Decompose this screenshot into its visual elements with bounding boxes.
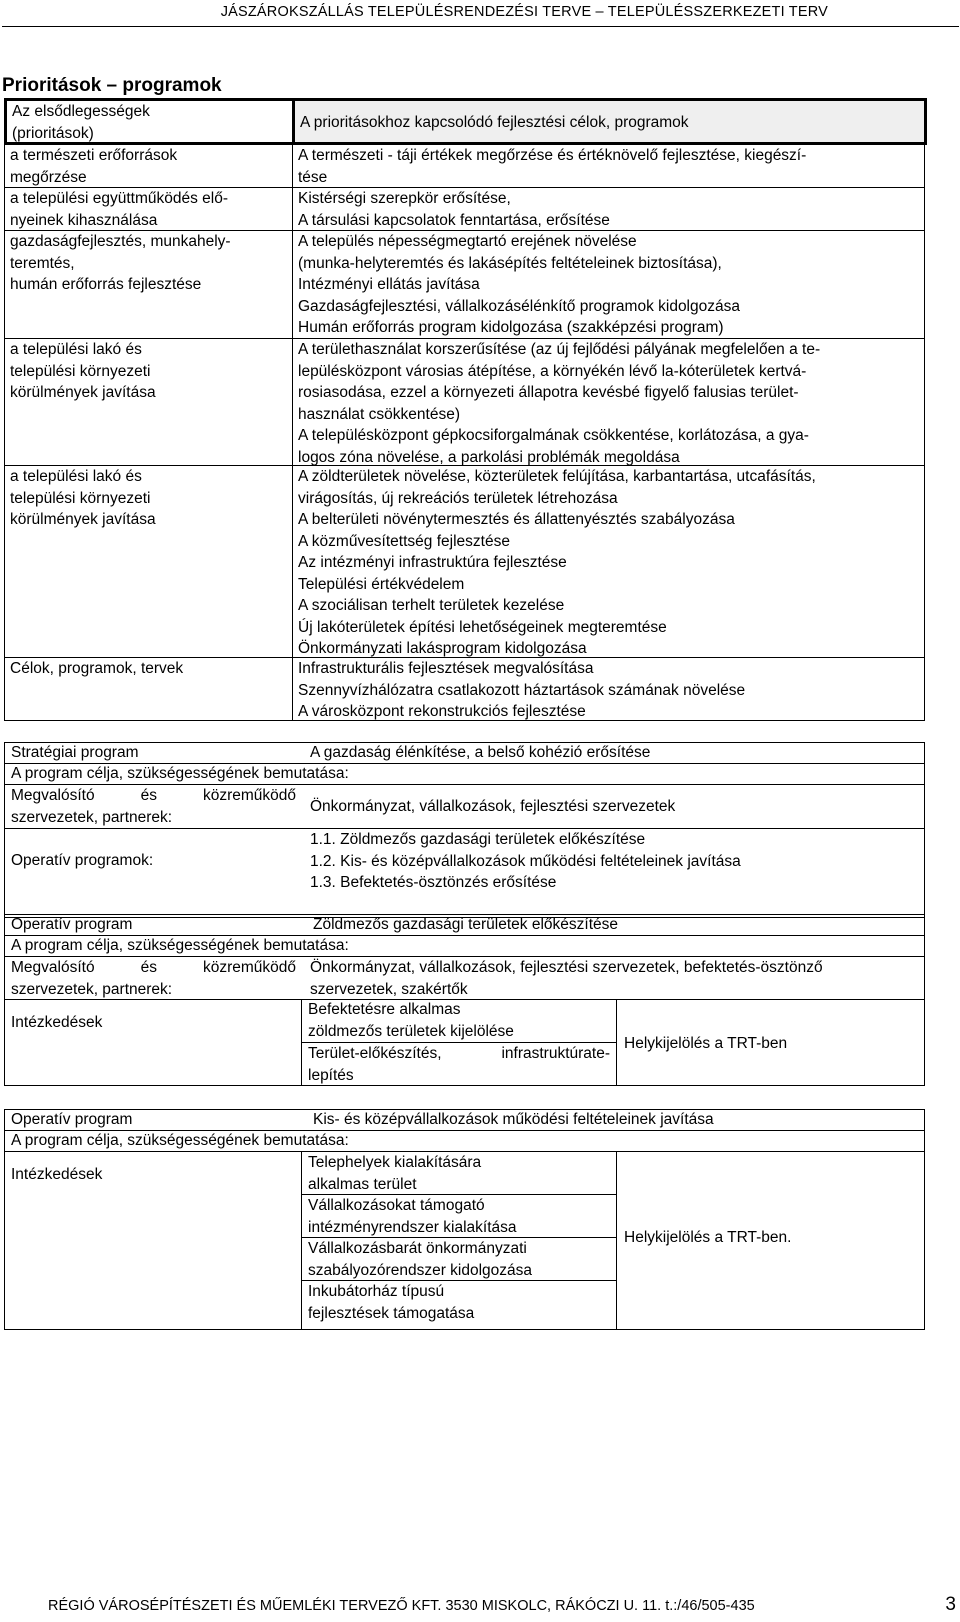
op1-value: Zöldmezős gazdasági területek előkészítése <box>313 916 618 933</box>
list-item: 1.1. Zöldmezős gazdasági területek előkészítése <box>310 831 646 848</box>
op2-goal-label: A program célja, szükségességének bemutatása: <box>11 1132 349 1149</box>
partners-label: Megvalósító és közreműködő szervezetek, partnerek: <box>11 787 296 826</box>
op2-measures-label: Intézkedések <box>11 1166 103 1183</box>
document-footer: RÉGIÓ VÁROSÉPÍTÉSZETI ÉS MŰEMLÉKI TERVEZŐ KFT. 3530 MISKOLC, RÁKÓCZI U. 11. t.:/46/505-435 <box>48 1598 755 1614</box>
priority-right-cell: Kistérségi szerepkör erősítése, A társulási kapcsolatok fenntartása, erősítése <box>292 187 925 231</box>
operative-programs-label: Operatív programok: <box>11 852 154 869</box>
measure-item: Befektetésre alkalmas zöldmezős területek kijelölése <box>308 1001 514 1040</box>
priority-left-cell: gazdaságfejlesztés, munkahely- teremtés, humán erőforrás fejlesztése <box>4 230 293 339</box>
measure-item: Telephelyek kialakítására alkalmas terület <box>308 1154 482 1193</box>
op1-measures-label: Intézkedések <box>11 1014 103 1031</box>
strategic-value: A gazdaság élénkítése, a belső kohézió erősítése <box>310 744 651 761</box>
operative-programs-list <box>310 829 741 894</box>
measure-item: Terület-előkészítés, infrastruktúrate- lepítés <box>308 1045 610 1084</box>
priority-table-head-left: Az elsődlegességek (prioritások) <box>4 98 296 145</box>
priority-right-cell: A zöldterületek növelése, közterületek felújítása, karbantartása, utcafásítás, virágosítás, új rekreációs területek létrehozása A belterületi növénytermesztés és állattenyésztés szabályozása A közművesítettség fejlesztése Az intézményi infrastruktúra fejlesztése Települési értékvédelem A szociálisan terhelt területek kezelése Új lakóterületek építési lehetőségeinek megteremtése Önkormányzati lakásprogram kidolgozása <box>292 465 925 658</box>
op1-goal-label: A program célja, szükségességének bemutatása: <box>11 937 349 954</box>
priority-left-cell: a települési lakó és települési környezeti körülmények javítása <box>4 465 293 658</box>
measure-item: Vállalkozásbarát önkormányzati szabályozórendszer kidolgozása <box>308 1240 533 1279</box>
measure-item: Vállalkozásokat támogató intézményrendszer kialakítása <box>308 1197 517 1236</box>
priority-left-cell: a természeti erőforrások megőrzése <box>4 144 293 188</box>
priority-right-cell: A területhasználat korszerűsítése (az új fejlődési pályának megfelelően a te- lepülésközpont városias átépítése, a környékén lévő la-kóterületek kertvá- rosiasodása, ezzel a környezeti állapotra kevésbé figyelő falusias terület- használat csökkentése) A településközpont gépkocsiforgalmának csökkentése, korlátozása, a gya- logos zóna növelése, a parkolási problémák megoldása <box>292 338 925 466</box>
priority-left-cell: a települési együttműködés elő- nyeinek kihasználása <box>4 187 293 231</box>
op1-note: Helykijelölés a TRT-ben <box>624 1035 788 1052</box>
op1-partners-value: Önkormányzat, vállalkozások, fejlesztési szervezetek, befektetés-ösztönző szervezetek, szakértők <box>310 959 823 998</box>
list-item: 1.3. Befektetés-ösztönzés erősítése <box>310 874 557 891</box>
program-goal-label: A program célja, szükségességének bemutatása: <box>11 765 349 782</box>
header-rule <box>2 26 959 27</box>
op2-label: Operatív program <box>11 1111 133 1128</box>
list-item: 1.2. Kis- és középvállalkozások működési feltételeinek javítása <box>310 852 741 870</box>
op1-partners-label: Megvalósító és közreműködő szervezetek, partnerek: <box>11 959 296 998</box>
op2-value: Kis- és középvállalkozások működési feltételeinek javítása <box>313 1111 714 1128</box>
priority-table-head-right: A prioritásokhoz kapcsolódó fejlesztési célok, programok <box>292 98 927 145</box>
priority-left-cell: a települési lakó és települési környezeti körülmények javítása <box>4 338 293 466</box>
measure-item: Inkubátorház típusú fejlesztések támogatása <box>308 1283 475 1322</box>
priority-right-cell: A település népességmegtartó erejének növelése (munka-helyteremtés és lakásépítés feltételeinek biztosítása), Intézményi ellátás javítása Gazdaságfejlesztési, vállalkozásélénkítő programok kidolgozása Humán erőforrás program kidolgozása (szakképzési program) <box>292 230 925 339</box>
strategic-label: Stratégiai program <box>11 744 139 761</box>
op2-note: Helykijelölés a TRT-ben. <box>624 1229 792 1246</box>
partners-value: Önkormányzat, vállalkozások, fejlesztési szervezetek <box>310 798 676 815</box>
page-title: Prioritások – programok <box>2 75 222 96</box>
priority-right-cell: A természeti - táji értékek megőrzése és értéknövelő fejlesztése, kiegészí- tése <box>292 144 925 188</box>
op1-label: Operatív program <box>11 916 133 933</box>
document-header: JÁSZÁROKSZÁLLÁS TELEPÜLÉSRENDEZÉSI TERVE – TELEPÜLÉSSZERKEZETI TERV <box>220 4 828 20</box>
priority-left-cell: Célok, programok, tervek <box>4 657 293 721</box>
priority-right-cell: Infrastrukturális fejlesztések megvalósítása Szennyvízhálózatra csatlakozott háztartások számának növelése A városközpont rekonstrukciós fejlesztése <box>292 657 925 721</box>
page-number: 3 <box>945 1594 956 1615</box>
